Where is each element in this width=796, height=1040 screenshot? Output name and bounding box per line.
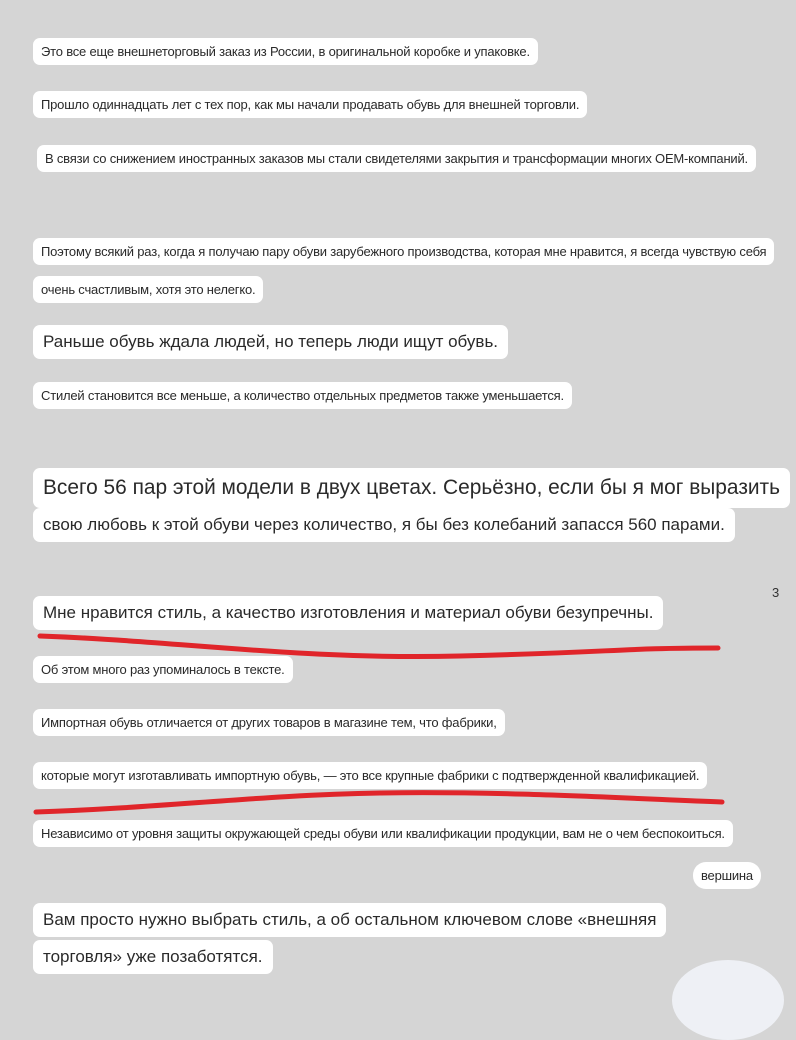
text-line-10: Мне нравится стиль, а качество изготовления и материал обуви безупречны. [33, 596, 663, 630]
text-line-6: Раньше обувь ждала людей, но теперь люди ищут обувь. [33, 325, 508, 359]
tag-badge: вершина [693, 862, 761, 889]
text-line-12: Импортная обувь отличается от других товаров в магазине тем, что фабрики, [33, 709, 505, 736]
text-line-14: Независимо от уровня защиты окружающей среды обуви или квалификации продукции, вам не о чем беспокоиться. [33, 820, 733, 847]
text-line-2: Прошло одиннадцать лет с тех пор, как мы начали продавать обувь для внешней торговли. [33, 91, 587, 118]
text-line-3: В связи со снижением иностранных заказов мы стали свидетелями закрытия и трансформации многих OEM-компаний. [37, 145, 756, 172]
text-line-7: Стилей становится все меньше, а количество отдельных предметов также уменьшается. [33, 382, 572, 409]
text-line-16: торговля» уже позаботятся. [33, 940, 273, 974]
text-line-15: Вам просто нужно выбрать стиль, а об остальном ключевом слове «внешняя [33, 903, 666, 937]
side-glyph: 3 [772, 585, 780, 600]
text-line-11: Об этом много раз упоминалось в тексте. [33, 656, 293, 683]
underline-1 [40, 636, 718, 657]
text-line-13: которые могут изготавливать импортную обувь, — это все крупные фабрики с подтвержденной квалификацией. [33, 762, 707, 789]
text-line-1: Это все еще внешнеторговый заказ из России, в оригинальной коробке и упаковке. [33, 38, 538, 65]
text-line-8: Всего 56 пар этой модели в двух цветах. Серьёзно, если бы я мог выразить [33, 468, 790, 508]
text-line-5: очень счастливым, хотя это нелегко. [33, 276, 263, 303]
text-line-4: Поэтому всякий раз, когда я получаю пару обуви зарубежного производства, которая мне нравится, я всегда чувствую себя [33, 238, 774, 265]
underline-2 [36, 793, 722, 812]
corner-decoration [672, 960, 784, 1040]
text-line-9: свою любовь к этой обуви через количество, я бы без колебаний запасся 560 парами. [33, 508, 735, 542]
